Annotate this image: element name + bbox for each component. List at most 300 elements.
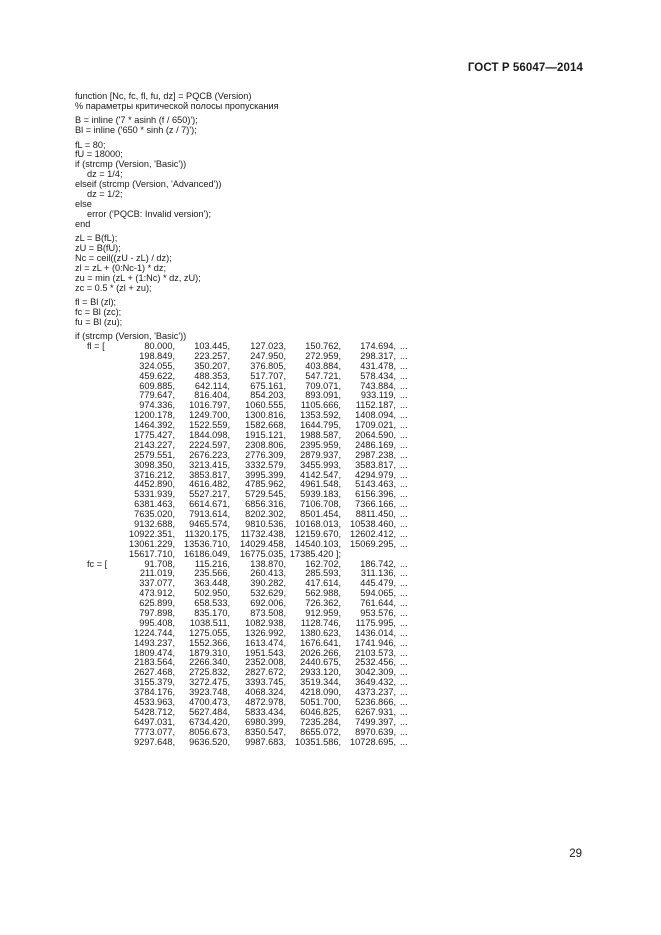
array-value: 272.959, bbox=[305, 350, 341, 361]
array-value: 1082.938, bbox=[245, 617, 286, 628]
array-value: 912.959, bbox=[305, 608, 341, 619]
array-value: 7635.020, bbox=[134, 509, 175, 520]
continuation-marker: ... bbox=[400, 370, 408, 381]
continuation-marker: ... bbox=[400, 400, 408, 411]
array-value: 3583.817, bbox=[355, 459, 396, 470]
array-value: 5143.463, bbox=[355, 479, 396, 490]
array-value: 363.448, bbox=[194, 578, 230, 589]
array-value: 2224.597, bbox=[189, 439, 230, 450]
array-value: 15069.295, bbox=[350, 538, 396, 549]
array-value: 403.884, bbox=[305, 360, 341, 371]
code-line: fU = 18000; bbox=[75, 149, 123, 160]
array-value: 2532.456, bbox=[355, 657, 396, 668]
code-line: if (strcmp (Version, 'Basic')) bbox=[75, 331, 187, 342]
continuation-marker: ... bbox=[400, 558, 408, 569]
array-value: 2486.169, bbox=[355, 439, 396, 450]
continuation-marker: ... bbox=[400, 459, 408, 470]
continuation-marker: ... bbox=[400, 697, 408, 708]
array-value: 4533.963, bbox=[134, 697, 175, 708]
array-value: 10351.586, bbox=[295, 736, 341, 747]
array-value: 2440.675, bbox=[300, 657, 341, 668]
array-value: 186.742, bbox=[360, 558, 396, 569]
indent-spacer bbox=[75, 698, 113, 708]
array-value: 1105.666, bbox=[300, 400, 341, 411]
array-value: 488.353, bbox=[194, 370, 230, 381]
indent-spacer bbox=[75, 688, 113, 698]
array-value: 835.170, bbox=[194, 608, 230, 619]
continuation-marker: ... bbox=[400, 637, 408, 648]
array-value: 1436.014, bbox=[355, 627, 396, 638]
code-line: zU = B(fU); bbox=[75, 242, 121, 253]
array-value: 1380.623, bbox=[300, 627, 341, 638]
array-value: 675.161, bbox=[250, 380, 286, 391]
array-value: 80.000, bbox=[144, 340, 175, 351]
array-value: 12602.412, bbox=[350, 528, 396, 539]
continuation-marker: ... bbox=[400, 430, 408, 440]
code-line: zL = B(fL); bbox=[75, 233, 118, 244]
array-value: 4373.237, bbox=[355, 687, 396, 698]
array-value: 4218.090, bbox=[300, 687, 341, 698]
array-value: 1676.641, bbox=[300, 637, 341, 648]
indent-spacer bbox=[75, 668, 113, 678]
continuation-marker: ... bbox=[400, 390, 408, 401]
array-value: 854.203, bbox=[250, 390, 286, 401]
code-line: fL = 80; bbox=[75, 139, 106, 150]
array-value: 150.762, bbox=[305, 340, 341, 351]
array-value: 3519.344, bbox=[300, 677, 341, 688]
array-value: 594.065, bbox=[360, 588, 396, 599]
array-value: 14540.103, bbox=[295, 538, 341, 549]
continuation-marker: ... bbox=[400, 519, 408, 530]
fl_block-row bbox=[75, 550, 515, 560]
array-value: 9636.520, bbox=[189, 736, 230, 747]
array-value: 10538.460, bbox=[350, 519, 396, 530]
continuation-marker: ... bbox=[400, 489, 408, 500]
array-value: 7773.077, bbox=[134, 726, 175, 737]
array-value: 10922.351, bbox=[129, 528, 175, 539]
array-value: 5527.217, bbox=[189, 489, 230, 500]
array-value: 1988.587, bbox=[300, 430, 341, 440]
array-value: 4961.548, bbox=[300, 479, 341, 490]
array-value: 743.884, bbox=[360, 380, 396, 391]
continuation-marker: ... bbox=[400, 340, 408, 351]
array-value: 6497.031, bbox=[134, 716, 175, 727]
code-listing bbox=[75, 92, 515, 748]
array-value: 893.091, bbox=[305, 390, 341, 401]
array-value: 8970.639, bbox=[355, 726, 396, 737]
array-value: 2676.223, bbox=[189, 449, 230, 460]
array-value: 1353.592, bbox=[300, 410, 341, 421]
continuation-marker: ... bbox=[400, 420, 408, 431]
array-value: 260.413, bbox=[250, 568, 286, 579]
array-value: 2103.573, bbox=[355, 647, 396, 658]
array-value: 5236.866, bbox=[355, 697, 396, 708]
array-value: 3042.309, bbox=[355, 667, 396, 678]
indent-spacer bbox=[75, 649, 113, 659]
code-line: zl = zL + (0:Nc-1) * dz; bbox=[75, 262, 167, 273]
indent-spacer bbox=[75, 569, 113, 579]
continuation-marker: ... bbox=[400, 706, 408, 717]
array-value: 285.593, bbox=[305, 568, 341, 579]
array-value: 13536.710, bbox=[184, 538, 230, 549]
array-value: 816.404, bbox=[194, 390, 230, 401]
array-value: 12159.670, bbox=[295, 528, 341, 539]
continuation-marker: ... bbox=[400, 360, 408, 371]
array-value: 3995.399, bbox=[245, 469, 286, 480]
array-value: 11732.438, bbox=[240, 528, 286, 539]
continuation-marker: ... bbox=[400, 627, 408, 638]
indent-spacer bbox=[75, 362, 113, 372]
continuation-marker: ... bbox=[400, 687, 408, 698]
array-value: 1016.797, bbox=[189, 400, 230, 411]
array-value: 2352.008, bbox=[245, 657, 286, 668]
array-value: 235.566, bbox=[194, 568, 230, 579]
indent-spacer bbox=[75, 411, 113, 421]
array-value: 376.805, bbox=[250, 360, 286, 371]
array-value: 578.434, bbox=[360, 370, 396, 381]
indent-spacer bbox=[75, 589, 113, 599]
indent-spacer bbox=[75, 738, 113, 748]
array-value: 1224.744, bbox=[134, 627, 175, 638]
continuation-marker: ... bbox=[400, 479, 408, 490]
array-value: 873.508, bbox=[250, 608, 286, 619]
array-value: 1879.310, bbox=[189, 647, 230, 658]
code-line: if (strcmp (Version, 'Basic')) bbox=[75, 159, 187, 170]
array-value: 11320.175, bbox=[184, 528, 230, 539]
array-value: 9987.683, bbox=[245, 736, 286, 747]
array-value: 8501.454, bbox=[300, 509, 341, 520]
array-value: 642.114, bbox=[194, 380, 230, 391]
array-value: 1552.366, bbox=[189, 637, 230, 648]
array-value: 1741.946, bbox=[355, 637, 396, 648]
array-value: 3213.415, bbox=[189, 459, 230, 470]
array-value: 562.988, bbox=[305, 588, 341, 599]
continuation-marker: ... bbox=[400, 726, 408, 737]
array-value: 7235.284, bbox=[300, 716, 341, 727]
array-value: 974.336, bbox=[139, 400, 175, 411]
continuation-marker: ... bbox=[400, 449, 408, 460]
array-value: 5331.939, bbox=[134, 489, 175, 500]
array-value: 6267.931, bbox=[355, 706, 396, 717]
code-line: end bbox=[75, 218, 91, 229]
continuation-marker: ... bbox=[400, 647, 408, 658]
array-value: 6856.316, bbox=[245, 499, 286, 510]
array-value: 3098.350, bbox=[134, 459, 175, 470]
array-value: 658.533, bbox=[194, 598, 230, 609]
array-value: 2143.227, bbox=[134, 439, 175, 450]
array-value: 4068.324, bbox=[245, 687, 286, 698]
indent-spacer bbox=[75, 461, 113, 471]
fc_block-row bbox=[75, 738, 515, 748]
indent-spacer bbox=[75, 639, 113, 649]
continuation-marker: ... bbox=[400, 736, 408, 747]
indent-spacer bbox=[75, 352, 113, 362]
continuation-marker: ... bbox=[400, 509, 408, 520]
code-line: function [Nc, fc, fl, fu, dz] = PQCB (Version) bbox=[75, 91, 252, 101]
array-value: 4872.978, bbox=[245, 697, 286, 708]
indent-spacer bbox=[75, 401, 113, 411]
indent-spacer bbox=[75, 530, 113, 540]
fc_block-lead: fc = [ bbox=[87, 558, 108, 569]
indent-spacer bbox=[75, 609, 113, 619]
indent-spacer bbox=[75, 451, 113, 461]
indent-spacer bbox=[75, 471, 113, 481]
array-value: 625.899, bbox=[139, 598, 175, 609]
array-value: 1128.746, bbox=[300, 617, 341, 628]
array-value: 8350.547, bbox=[245, 726, 286, 737]
code-line: % параметры критической полосы пропускания bbox=[75, 100, 279, 111]
array-value: 5939.183, bbox=[300, 489, 341, 500]
array-value: 7106.708, bbox=[300, 499, 341, 510]
code-line: Bl = inline ('650 * sinh (z / 7)'); bbox=[75, 125, 197, 136]
array-value: 2725.832, bbox=[189, 667, 230, 678]
continuation-marker: ... bbox=[400, 617, 408, 628]
array-value: 390.282, bbox=[250, 578, 286, 589]
array-value: 9810.536, bbox=[245, 519, 286, 530]
code-line: dz = 1/2; bbox=[87, 189, 123, 200]
array-value: 1275.055, bbox=[189, 627, 230, 638]
indent-spacer bbox=[75, 718, 113, 728]
array-value: 6734.420, bbox=[189, 716, 230, 727]
array-value: 1915.121, bbox=[245, 430, 286, 440]
array-value: 445.479, bbox=[360, 578, 396, 589]
array-value: 2827.672, bbox=[245, 667, 286, 678]
array-value: 3923.748, bbox=[189, 687, 230, 698]
array-value: 1644.795, bbox=[300, 420, 341, 431]
array-value: 1522.559, bbox=[189, 420, 230, 431]
array-value: 797.898, bbox=[139, 608, 175, 619]
array-value: 502.950, bbox=[194, 588, 230, 599]
array-value: 8655.072, bbox=[300, 726, 341, 737]
array-value: 3455.993, bbox=[300, 459, 341, 470]
continuation-marker: ... bbox=[400, 410, 408, 421]
indent-spacer bbox=[75, 540, 113, 550]
array-value: 2627.468, bbox=[134, 667, 175, 678]
array-value: 953.576, bbox=[360, 608, 396, 619]
array-value: 17385.420 ]; bbox=[289, 548, 341, 559]
fl_block-lead: fl = [ bbox=[87, 340, 105, 351]
array-value: 5051.700, bbox=[300, 697, 341, 708]
array-value: 16775.035, bbox=[240, 548, 286, 559]
array-value: 6156.396, bbox=[355, 489, 396, 500]
array-value: 211.019, bbox=[139, 568, 175, 579]
array-value: 9132.688, bbox=[134, 519, 175, 530]
code-line: else bbox=[75, 198, 92, 209]
array-value: 1038.511, bbox=[189, 617, 230, 628]
code-line: fu = Bl (zu); bbox=[75, 316, 123, 327]
continuation-marker: ... bbox=[400, 598, 408, 609]
array-value: 5627.484, bbox=[189, 706, 230, 717]
continuation-marker: ... bbox=[400, 608, 408, 619]
array-value: 417.614, bbox=[305, 578, 341, 589]
array-value: 933.119, bbox=[360, 390, 396, 401]
array-value: 1775.427, bbox=[134, 430, 175, 440]
indent-spacer bbox=[75, 619, 113, 629]
array-value: 5428.712, bbox=[134, 706, 175, 717]
array-value: 247.950, bbox=[250, 350, 286, 361]
array-value: 2776.309, bbox=[245, 449, 286, 460]
array-value: 311.136, bbox=[360, 568, 396, 579]
indent-spacer bbox=[75, 421, 113, 431]
array-value: 1709.021, bbox=[355, 420, 396, 431]
array-value: 779.647, bbox=[139, 390, 175, 401]
array-value: 473.912, bbox=[139, 588, 175, 599]
array-value: 3784.176, bbox=[134, 687, 175, 698]
continuation-marker: ... bbox=[400, 657, 408, 668]
array-value: 1951.543, bbox=[245, 647, 286, 658]
array-value: 91.708, bbox=[144, 558, 175, 569]
array-value: 1326.992, bbox=[245, 627, 286, 638]
continuation-marker: ... bbox=[400, 469, 408, 480]
array-value: 1249.700, bbox=[189, 410, 230, 421]
array-value: 2183.564, bbox=[134, 657, 175, 668]
array-value: 3853.817, bbox=[189, 469, 230, 480]
array-value: 14029.458, bbox=[240, 538, 286, 549]
array-value: 8056.673, bbox=[189, 726, 230, 737]
array-value: 459.622, bbox=[139, 370, 175, 381]
array-value: 198.849, bbox=[139, 350, 175, 361]
indent-spacer bbox=[75, 490, 113, 500]
indent-spacer bbox=[75, 372, 113, 382]
array-value: 726.362, bbox=[305, 598, 341, 609]
array-value: 2308.806, bbox=[245, 439, 286, 450]
array-value: 127.023, bbox=[250, 340, 286, 351]
array-value: 16186.049, bbox=[184, 548, 230, 559]
array-value: 2266.340, bbox=[189, 657, 230, 668]
array-value: 692.006, bbox=[250, 598, 286, 609]
array-value: 4142.547, bbox=[300, 469, 341, 480]
indent-spacer bbox=[75, 382, 113, 392]
continuation-marker: ... bbox=[400, 588, 408, 599]
code-line: fl = Bl (zl); bbox=[75, 296, 117, 307]
array-value: 2064.590, bbox=[355, 430, 396, 440]
array-value: 3649.432, bbox=[355, 677, 396, 688]
array-value: 3332.579, bbox=[245, 459, 286, 470]
array-value: 709.071, bbox=[305, 380, 341, 391]
code-line: B = inline ('7 * asinh (f / 650)'); bbox=[75, 115, 198, 126]
continuation-marker: ... bbox=[400, 350, 408, 361]
array-value: 10728.695, bbox=[350, 736, 396, 747]
indent-spacer bbox=[75, 579, 113, 589]
array-value: 13061.229, bbox=[129, 538, 175, 549]
array-value: 115.216, bbox=[194, 558, 230, 569]
array-value: 4452.890, bbox=[134, 479, 175, 490]
code-line: fc = Bl (zc); bbox=[75, 306, 122, 317]
array-value: 2933.120, bbox=[300, 667, 341, 678]
array-value: 1582.668, bbox=[245, 420, 286, 431]
indent-spacer bbox=[75, 510, 113, 520]
indent-spacer bbox=[75, 391, 113, 401]
array-value: 2987.238, bbox=[355, 449, 396, 460]
array-value: 1844.098, bbox=[189, 430, 230, 440]
array-value: 15617.710, bbox=[129, 548, 175, 559]
code-line: elseif (strcmp (Version, 'Advanced')) bbox=[75, 179, 222, 190]
array-value: 1152.187, bbox=[355, 400, 396, 411]
array-value: 1613.474, bbox=[245, 637, 286, 648]
array-value: 7913.614, bbox=[189, 509, 230, 520]
array-value: 2879.937, bbox=[300, 449, 341, 460]
array-value: 6046.825, bbox=[300, 706, 341, 717]
code-line: zu = min (zL + (1:Nc) * dz, zU); bbox=[75, 272, 201, 283]
indent-spacer bbox=[75, 629, 113, 639]
array-value: 324.055, bbox=[139, 360, 175, 371]
indent-spacer bbox=[75, 658, 113, 668]
array-value: 609.885, bbox=[139, 380, 175, 391]
continuation-marker: ... bbox=[400, 499, 408, 510]
indent-spacer bbox=[75, 500, 113, 510]
array-value: 761.644, bbox=[360, 598, 396, 609]
array-value: 1300.816, bbox=[245, 410, 286, 421]
continuation-marker: ... bbox=[400, 677, 408, 688]
code-line: dz = 1/4; bbox=[87, 169, 123, 180]
array-value: 3155.379, bbox=[134, 677, 175, 688]
code-line: Nc = ceil((zU - zL) / dz); bbox=[75, 252, 172, 263]
indent-spacer bbox=[75, 678, 113, 688]
array-value: 9297.648, bbox=[134, 736, 175, 747]
array-value: 4616.482, bbox=[189, 479, 230, 490]
array-value: 2026.266, bbox=[300, 647, 341, 658]
array-value: 103.445, bbox=[194, 340, 230, 351]
array-value: 7499.397, bbox=[355, 716, 396, 727]
array-value: 298.317, bbox=[360, 350, 396, 361]
array-value: 7366.166, bbox=[355, 499, 396, 510]
indent-spacer bbox=[75, 480, 113, 490]
continuation-marker: ... bbox=[400, 439, 408, 450]
array-value: 337.077, bbox=[139, 578, 175, 589]
array-value: 1200.178, bbox=[134, 410, 175, 421]
array-value: 138.870, bbox=[250, 558, 286, 569]
array-value: 3393.745, bbox=[245, 677, 286, 688]
array-value: 6381.463, bbox=[134, 499, 175, 510]
indent-spacer bbox=[75, 441, 113, 451]
code-line: error ('PQCB: Invalid version'); bbox=[87, 208, 211, 219]
page-number: 29 bbox=[569, 848, 582, 860]
array-value: 995.408, bbox=[139, 617, 175, 628]
array-value: 2395.959, bbox=[300, 439, 341, 450]
array-value: 5833.434, bbox=[245, 706, 286, 717]
array-value: 10168.013, bbox=[295, 519, 341, 530]
array-value: 1408.094, bbox=[355, 410, 396, 421]
indent-spacer bbox=[75, 728, 113, 738]
continuation-marker: ... bbox=[400, 578, 408, 589]
array-value: 9465.574, bbox=[189, 519, 230, 530]
array-value: 1493.237, bbox=[134, 637, 175, 648]
array-value: 431.478, bbox=[360, 360, 396, 371]
array-value: 1060.555, bbox=[245, 400, 286, 411]
continuation-marker: ... bbox=[400, 528, 408, 539]
array-value: 6980.399, bbox=[245, 716, 286, 727]
array-value: 6614.671, bbox=[189, 499, 230, 510]
indent-spacer bbox=[75, 520, 113, 530]
document-header: ГОСТ Р 56047—2014 bbox=[467, 62, 583, 74]
array-value: 5729.545, bbox=[245, 489, 286, 500]
array-value: 4700.473, bbox=[189, 697, 230, 708]
indent-spacer bbox=[75, 599, 113, 609]
continuation-marker: ... bbox=[400, 380, 408, 391]
array-value: 547.721, bbox=[305, 370, 341, 381]
array-value: 8202.302, bbox=[245, 509, 286, 520]
array-value: 3272.475, bbox=[189, 677, 230, 688]
array-value: 532.629, bbox=[250, 588, 286, 599]
code-line: zc = 0.5 * (zl + zu); bbox=[75, 282, 152, 293]
continuation-marker: ... bbox=[400, 667, 408, 678]
array-value: 3716.212, bbox=[134, 469, 175, 480]
continuation-marker: ... bbox=[400, 716, 408, 727]
indent-spacer bbox=[75, 708, 113, 718]
array-value: 1464.392, bbox=[134, 420, 175, 431]
array-value: 4294.979, bbox=[355, 469, 396, 480]
array-value: 1175.995, bbox=[355, 617, 396, 628]
